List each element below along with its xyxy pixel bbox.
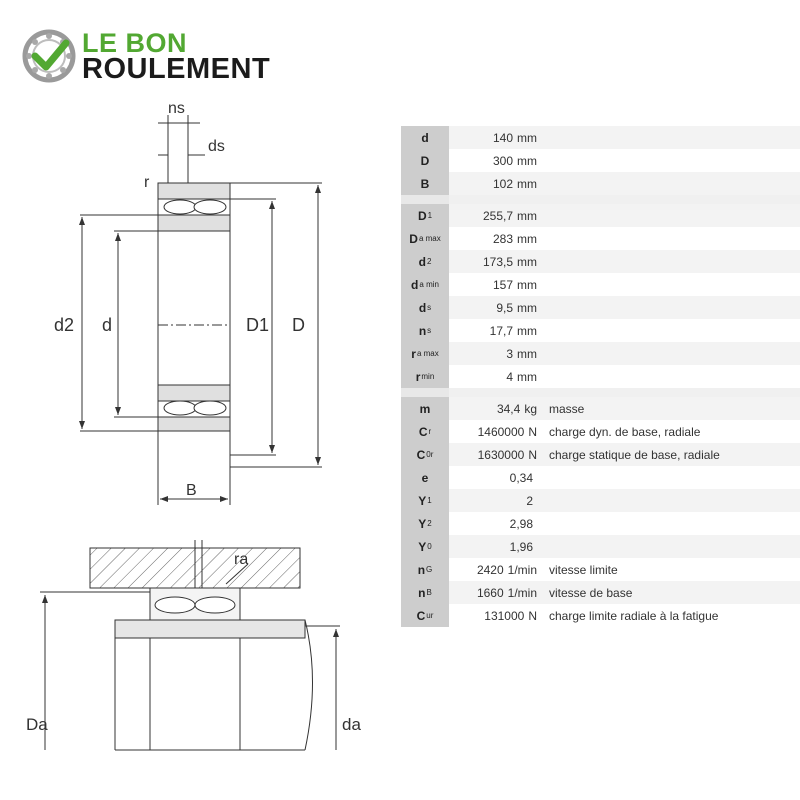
row-value: 300 mm bbox=[449, 149, 541, 172]
row-value: 173,5 mm bbox=[449, 250, 541, 273]
row-description bbox=[541, 296, 800, 319]
label-d: d bbox=[102, 315, 113, 335]
bearing-dimension-drawing bbox=[40, 95, 370, 515]
table-row bbox=[401, 604, 800, 627]
brand-logo[interactable] bbox=[22, 26, 312, 86]
table-row bbox=[401, 365, 800, 388]
bearing-check-icon bbox=[22, 29, 76, 83]
row-value: 157 mm bbox=[449, 273, 541, 296]
table-row bbox=[401, 581, 800, 604]
row-description bbox=[541, 149, 800, 172]
row-symbol: d a min bbox=[401, 273, 449, 296]
table-row bbox=[401, 296, 800, 319]
row-symbol: n B bbox=[401, 581, 449, 604]
table-row bbox=[401, 172, 800, 195]
row-description bbox=[541, 342, 800, 365]
row-value: 34,4 kg bbox=[449, 397, 541, 420]
row-value: 255,7 mm bbox=[449, 204, 541, 227]
row-description: vitesse de base bbox=[541, 581, 800, 604]
mounting-drawing bbox=[20, 540, 380, 795]
row-value: 1,96 bbox=[449, 535, 541, 558]
row-value: 17,7 mm bbox=[449, 319, 541, 342]
row-value: 140 mm bbox=[449, 126, 541, 149]
table-row bbox=[401, 443, 800, 466]
row-symbol: C 0r bbox=[401, 443, 449, 466]
row-symbol: D a max bbox=[401, 227, 449, 250]
row-value: 2,98 bbox=[449, 512, 541, 535]
row-symbol: Y 2 bbox=[401, 512, 449, 535]
table-row bbox=[401, 512, 800, 535]
label-ds: ds bbox=[208, 138, 225, 155]
row-value: 4 mm bbox=[449, 365, 541, 388]
table-row bbox=[401, 319, 800, 342]
table-row bbox=[401, 227, 800, 250]
table-row bbox=[401, 273, 800, 296]
row-value: 9,5 mm bbox=[449, 296, 541, 319]
table-row bbox=[401, 397, 800, 420]
table-row bbox=[401, 466, 800, 489]
row-symbol: n s bbox=[401, 319, 449, 342]
row-value: 1630000 N bbox=[449, 443, 541, 466]
table-gap bbox=[401, 195, 800, 204]
table-row bbox=[401, 250, 800, 273]
row-symbol: C ur bbox=[401, 604, 449, 627]
row-value: 1660 1/min bbox=[449, 581, 541, 604]
row-description bbox=[541, 204, 800, 227]
row-description bbox=[541, 126, 800, 149]
row-symbol: Y 1 bbox=[401, 489, 449, 512]
row-symbol: Y 0 bbox=[401, 535, 449, 558]
row-description bbox=[541, 273, 800, 296]
row-description: charge limite radiale à la fatigue bbox=[541, 604, 800, 627]
table-row bbox=[401, 558, 800, 581]
row-symbol: d s bbox=[401, 296, 449, 319]
row-description bbox=[541, 365, 800, 388]
row-symbol: C r bbox=[401, 420, 449, 443]
table-row bbox=[401, 535, 800, 558]
row-symbol: e bbox=[401, 466, 449, 489]
row-description bbox=[541, 489, 800, 512]
row-description bbox=[541, 535, 800, 558]
row-value: 283 mm bbox=[449, 227, 541, 250]
row-value: 3 mm bbox=[449, 342, 541, 365]
label-da: da bbox=[342, 715, 361, 734]
row-symbol: r min bbox=[401, 365, 449, 388]
table-gap bbox=[401, 388, 800, 397]
row-symbol: n G bbox=[401, 558, 449, 581]
label-D1: D1 bbox=[246, 315, 270, 335]
label-r: r bbox=[144, 174, 150, 191]
row-value: 2420 1/min bbox=[449, 558, 541, 581]
row-symbol: B bbox=[401, 172, 449, 195]
label-B: B bbox=[186, 482, 197, 499]
row-value: 131000 N bbox=[449, 604, 541, 627]
row-description: vitesse limite bbox=[541, 558, 800, 581]
label-Da: Da bbox=[26, 715, 48, 734]
row-symbol: r a max bbox=[401, 342, 449, 365]
row-description bbox=[541, 250, 800, 273]
row-value: 2 bbox=[449, 489, 541, 512]
row-symbol: D 1 bbox=[401, 204, 449, 227]
label-ra: ra bbox=[234, 551, 249, 568]
logo-line-2: ROULEMENT bbox=[82, 53, 271, 85]
row-description bbox=[541, 227, 800, 250]
label-D: D bbox=[292, 315, 305, 335]
row-description: charge dyn. de base, radiale bbox=[541, 420, 800, 443]
row-description bbox=[541, 172, 800, 195]
table-row bbox=[401, 342, 800, 365]
table-row bbox=[401, 149, 800, 172]
row-value: 0,34 bbox=[449, 466, 541, 489]
row-description bbox=[541, 319, 800, 342]
logo-line-1: LE BON bbox=[82, 28, 188, 58]
row-description bbox=[541, 512, 800, 535]
row-symbol: d bbox=[401, 126, 449, 149]
row-value: 102 mm bbox=[449, 172, 541, 195]
table-row bbox=[401, 420, 800, 443]
row-symbol: d 2 bbox=[401, 250, 449, 273]
label-ns: ns bbox=[168, 100, 185, 117]
table-row bbox=[401, 126, 800, 149]
label-d2: d2 bbox=[54, 315, 75, 335]
table-row bbox=[401, 489, 800, 512]
row-description: charge statique de base, radiale bbox=[541, 443, 800, 466]
table-row bbox=[401, 204, 800, 227]
spec-table bbox=[401, 126, 800, 627]
row-value: 1460000 N bbox=[449, 420, 541, 443]
row-symbol: D bbox=[401, 149, 449, 172]
row-symbol: m bbox=[401, 397, 449, 420]
row-description bbox=[541, 466, 800, 489]
row-description: masse bbox=[541, 397, 800, 420]
